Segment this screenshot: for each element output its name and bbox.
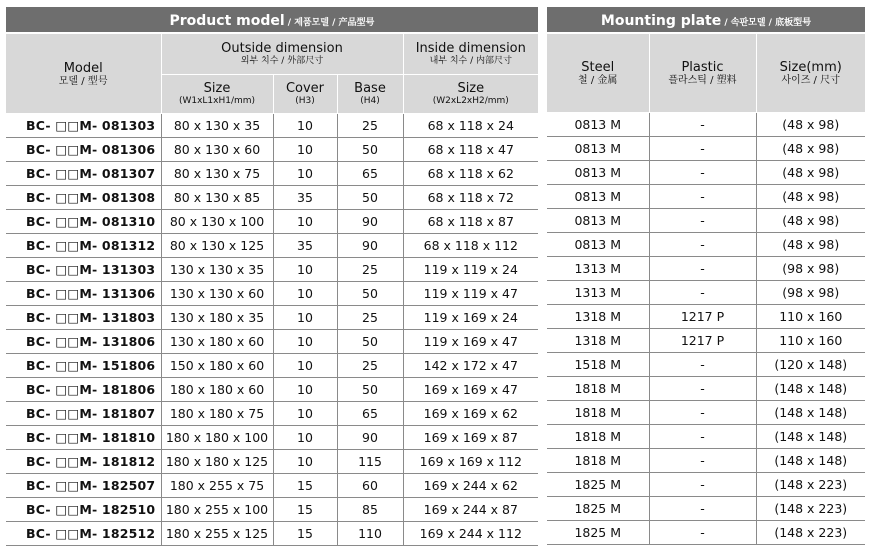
table-row (6, 138, 538, 162)
steel-cell: 1818 M (547, 449, 649, 473)
plate-size-cell: (48 x 98) (756, 161, 865, 185)
table-row (6, 522, 538, 546)
table-row (6, 306, 538, 330)
plastic-cell: - (649, 473, 756, 497)
plastic-cell: - (649, 137, 756, 161)
outside-size-cell: 80 x 130 x 125 (161, 234, 273, 258)
steel-cell: 1518 M (547, 353, 649, 377)
plastic-cell: - (649, 233, 756, 257)
steel-cell: 0813 M (547, 113, 649, 137)
steel-cell: 1825 M (547, 497, 649, 521)
cover-cell: 35 (273, 186, 337, 210)
table-row (547, 521, 865, 545)
table-row (547, 497, 865, 521)
model-cell: BC- □□M- 182512 (6, 522, 161, 546)
table-row (6, 378, 538, 402)
table-row (6, 450, 538, 474)
table-row (547, 161, 865, 185)
plate-size-cell: (120 x 148) (756, 353, 865, 377)
plastic-cell: - (649, 113, 756, 137)
outside-size-cell: 80 x 130 x 100 (161, 210, 273, 234)
table-row (547, 449, 865, 473)
outside-size-cell: 80 x 130 x 75 (161, 162, 273, 186)
table-row (6, 186, 538, 210)
base-cell: 90 (337, 234, 403, 258)
plastic-cell: - (649, 281, 756, 305)
cover-cell: 10 (273, 282, 337, 306)
inside-size-cell: 169 x 169 x 87 (403, 426, 538, 450)
inside-size-cell: 169 x 169 x 62 (403, 402, 538, 426)
model-cell: BC- □□M- 182510 (6, 498, 161, 522)
table-row (6, 498, 538, 522)
outside-size-cell: 180 x 180 x 100 (161, 426, 273, 450)
plate-size-cell: (148 x 148) (756, 425, 865, 449)
inside-size-cell: 119 x 119 x 24 (403, 258, 538, 282)
product-model-title: Product model / 제품모델 / 产品型号 (6, 7, 538, 33)
table-row (547, 233, 865, 257)
table-row (6, 354, 538, 378)
plate-size-cell: (148 x 148) (756, 401, 865, 425)
plate-size-cell: (48 x 98) (756, 113, 865, 137)
cover-cell: 10 (273, 426, 337, 450)
table-row (547, 209, 865, 233)
inside-size-cell: 169 x 244 x 87 (403, 498, 538, 522)
model-header: Model 모델 / 型号 (6, 33, 161, 114)
table-row (547, 377, 865, 401)
base-cell: 25 (337, 354, 403, 378)
inside-size-cell: 68 x 118 x 62 (403, 162, 538, 186)
table-row (547, 137, 865, 161)
base-cell: 90 (337, 426, 403, 450)
table-row (6, 474, 538, 498)
base-cell: 65 (337, 162, 403, 186)
cover-cell: 35 (273, 234, 337, 258)
plate-size-cell: 110 x 160 (756, 305, 865, 329)
inside-size-cell: 142 x 172 x 47 (403, 354, 538, 378)
base-cell: 65 (337, 402, 403, 426)
cover-cell: 10 (273, 258, 337, 282)
base-cell: 50 (337, 186, 403, 210)
table-row (6, 330, 538, 354)
plastic-cell: - (649, 257, 756, 281)
base-cell: 50 (337, 378, 403, 402)
plastic-cell: 1217 P (649, 305, 756, 329)
model-cell: BC- □□M- 081308 (6, 186, 161, 210)
inside-size-cell: 68 x 118 x 87 (403, 210, 538, 234)
table-row (547, 257, 865, 281)
table-row (547, 113, 865, 137)
steel-cell: 1313 M (547, 257, 649, 281)
model-cell: BC- □□M- 181807 (6, 402, 161, 426)
outside-size-cell: 180 x 255 x 75 (161, 474, 273, 498)
steel-cell: 0813 M (547, 209, 649, 233)
model-cell: BC- □□M- 081306 (6, 138, 161, 162)
inside-size-cell: 169 x 169 x 47 (403, 378, 538, 402)
plastic-cell: - (649, 401, 756, 425)
plastic-cell: 1217 P (649, 329, 756, 353)
outside-size-cell: 130 x 180 x 60 (161, 330, 273, 354)
table-row (6, 282, 538, 306)
inside-size-cell: 169 x 244 x 112 (403, 522, 538, 546)
outside-dimension-header: Outside dimension 외부 치수 / 外部尺寸 (161, 33, 403, 75)
product-model-table (6, 7, 538, 546)
base-cell: 50 (337, 138, 403, 162)
outside-size-cell: 180 x 255 x 125 (161, 522, 273, 546)
base-cell: 25 (337, 114, 403, 138)
inside-size-cell: 68 x 118 x 47 (403, 138, 538, 162)
cover-cell: 10 (273, 138, 337, 162)
outside-size-cell: 80 x 130 x 85 (161, 186, 273, 210)
plate-size-cell: (48 x 98) (756, 233, 865, 257)
steel-cell: 0813 M (547, 161, 649, 185)
steel-cell: 1825 M (547, 473, 649, 497)
steel-cell: 0813 M (547, 137, 649, 161)
table-row (6, 210, 538, 234)
table-row (547, 329, 865, 353)
outside-size-cell: 180 x 180 x 75 (161, 402, 273, 426)
model-cell: BC- □□M- 182507 (6, 474, 161, 498)
outside-size-cell: 130 x 130 x 35 (161, 258, 273, 282)
inside-size-cell: 119 x 169 x 24 (403, 306, 538, 330)
plastic-header: Plastic 플라스틱 / 塑料 (649, 33, 756, 113)
table-row (6, 114, 538, 138)
plate-size-cell: (148 x 148) (756, 377, 865, 401)
steel-cell: 1818 M (547, 377, 649, 401)
plastic-cell: - (649, 161, 756, 185)
cover-cell: 10 (273, 114, 337, 138)
plastic-cell: - (649, 377, 756, 401)
model-cell: BC- □□M- 131803 (6, 306, 161, 330)
plate-size-cell: (48 x 98) (756, 185, 865, 209)
table-row (6, 402, 538, 426)
steel-header: Steel 철 / 金属 (547, 33, 649, 113)
table-row (547, 425, 865, 449)
outside-size-cell: 180 x 180 x 60 (161, 378, 273, 402)
plastic-cell: - (649, 425, 756, 449)
cover-cell: 15 (273, 474, 337, 498)
cover-cell: 10 (273, 330, 337, 354)
steel-cell: 1318 M (547, 305, 649, 329)
cover-cell: 10 (273, 402, 337, 426)
plate-size-header: Size(mm) 사이즈 / 尺寸 (756, 33, 865, 113)
inside-size-cell: 169 x 169 x 112 (403, 450, 538, 474)
base-cell: 90 (337, 210, 403, 234)
cover-cell: 10 (273, 378, 337, 402)
steel-cell: 0813 M (547, 185, 649, 209)
mounting-plate-table (547, 7, 865, 545)
outside-size-cell: 130 x 130 x 60 (161, 282, 273, 306)
base-cell: 50 (337, 282, 403, 306)
table-row (547, 185, 865, 209)
model-cell: BC- □□M- 131303 (6, 258, 161, 282)
model-cell: BC- □□M- 131806 (6, 330, 161, 354)
plastic-cell: - (649, 497, 756, 521)
model-cell: BC- □□M- 131306 (6, 282, 161, 306)
model-cell: BC- □□M- 151806 (6, 354, 161, 378)
cover-cell: 10 (273, 450, 337, 474)
steel-cell: 1818 M (547, 425, 649, 449)
cover-cell: 15 (273, 498, 337, 522)
plate-size-cell: (148 x 223) (756, 521, 865, 545)
inside-dimension-header: Inside dimension 내부 치수 / 内部尺寸 (403, 33, 538, 75)
cover-cell: 10 (273, 354, 337, 378)
steel-cell: 1818 M (547, 401, 649, 425)
model-cell: BC- □□M- 181806 (6, 378, 161, 402)
model-cell: BC- □□M- 181812 (6, 450, 161, 474)
table-row (6, 234, 538, 258)
plate-size-cell: (148 x 148) (756, 449, 865, 473)
cover-cell: 10 (273, 306, 337, 330)
outside-size-cell: 80 x 130 x 35 (161, 114, 273, 138)
base-cell: 115 (337, 450, 403, 474)
plate-size-cell: (98 x 98) (756, 257, 865, 281)
steel-cell: 1318 M (547, 329, 649, 353)
base-cell: 50 (337, 330, 403, 354)
inside-size-cell: 119 x 169 x 47 (403, 330, 538, 354)
plate-size-cell: (148 x 223) (756, 497, 865, 521)
outside-size-cell: 130 x 180 x 35 (161, 306, 273, 330)
model-cell: BC- □□M- 081312 (6, 234, 161, 258)
base-cell: 25 (337, 258, 403, 282)
plate-size-cell: (148 x 223) (756, 473, 865, 497)
table-row (6, 258, 538, 282)
table-row (547, 353, 865, 377)
outside-size-cell: 180 x 180 x 125 (161, 450, 273, 474)
table-row (547, 473, 865, 497)
plate-size-cell: 110 x 160 (756, 329, 865, 353)
cover-cell: 10 (273, 162, 337, 186)
cover-header: Cover (H3) (273, 75, 337, 114)
plate-size-cell: (98 x 98) (756, 281, 865, 305)
steel-cell: 1825 M (547, 521, 649, 545)
outside-size-cell: 180 x 255 x 100 (161, 498, 273, 522)
plastic-cell: - (649, 185, 756, 209)
plastic-cell: - (649, 353, 756, 377)
cover-cell: 15 (273, 522, 337, 546)
base-cell: 110 (337, 522, 403, 546)
model-cell: BC- □□M- 081303 (6, 114, 161, 138)
steel-cell: 1313 M (547, 281, 649, 305)
outside-size-cell: 80 x 130 x 60 (161, 138, 273, 162)
steel-cell: 0813 M (547, 233, 649, 257)
outside-size-cell: 150 x 180 x 60 (161, 354, 273, 378)
inside-size-cell: 68 x 118 x 72 (403, 186, 538, 210)
plate-size-cell: (48 x 98) (756, 137, 865, 161)
cover-cell: 10 (273, 210, 337, 234)
plastic-cell: - (649, 449, 756, 473)
inside-size-cell: 169 x 244 x 62 (403, 474, 538, 498)
table-row (547, 401, 865, 425)
plastic-cell: - (649, 521, 756, 545)
mounting-plate-title: Mounting plate / 속판모델 / 底板型号 (547, 7, 865, 33)
table-row (6, 426, 538, 450)
model-cell: BC- □□M- 181810 (6, 426, 161, 450)
inside-size-cell: 68 x 118 x 24 (403, 114, 538, 138)
plate-size-cell: (48 x 98) (756, 209, 865, 233)
model-cell: BC- □□M- 081310 (6, 210, 161, 234)
inside-size-header: Size (W2xL2xH2/mm) (403, 75, 538, 114)
inside-size-cell: 68 x 118 x 112 (403, 234, 538, 258)
table-row (547, 281, 865, 305)
base-cell: 60 (337, 474, 403, 498)
inside-size-cell: 119 x 119 x 47 (403, 282, 538, 306)
table-row (6, 162, 538, 186)
table-row (547, 305, 865, 329)
base-header: Base (H4) (337, 75, 403, 114)
base-cell: 25 (337, 306, 403, 330)
model-cell: BC- □□M- 081307 (6, 162, 161, 186)
plastic-cell: - (649, 209, 756, 233)
base-cell: 85 (337, 498, 403, 522)
outside-size-header: Size (W1xL1xH1/mm) (161, 75, 273, 114)
